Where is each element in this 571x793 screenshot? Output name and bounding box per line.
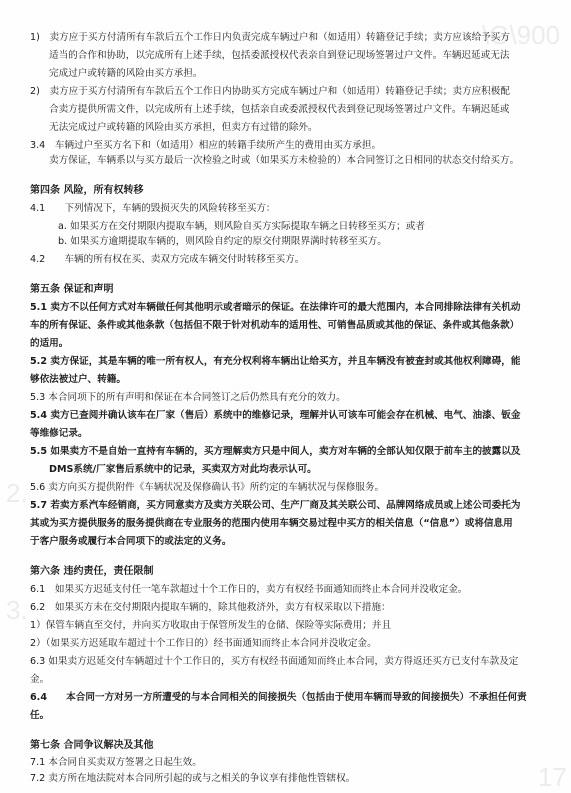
clause-3-3-1-line2: 适当的合作和协助，以完成所有上述手续，包括委派授权代表亲自到登记现场签署过户文件。车辆迟延或无法	[49, 50, 510, 61]
watermark-top-right: \G\900	[482, 20, 561, 50]
clause-3-3-2-line3: 无法完成过户或转籍的风险由买方承担，但卖方有过错的除外。	[49, 122, 318, 133]
clause-5-5-line1: 5.5 如果卖方不是自始一直持有车辆的，买方理解卖方只是中间人，卖方对车辆的全部认知仅限于前车主的披露以及	[30, 446, 521, 457]
clause-4-1-b: b. 如果买方逾期提取车辆的，则风险自约定的原交付期限界满时转移至买方。	[58, 236, 387, 247]
clause-6-2-item2: 2）（如果买方迟延取车超过十个工作日的）经书面通知而终止本合同并没收定金。	[30, 638, 377, 649]
clause-5-1-line3: 的适用。	[30, 338, 69, 349]
seller-guarantee: 卖方保证，车辆系以与买方最后一次检验之时或（如果买方未检验的）本合同签订之日相同的状态交付给买方。	[49, 155, 520, 166]
clause-7-1: 7.1 本合同自买卖双方签署之日起生效。	[30, 757, 202, 768]
clause-5-2-line2: 够依法被过户、转籍。	[30, 374, 126, 385]
clause-5-1-line2: 车的所有保证、条件或其他条款（包括但不限于针对机动车的适用性、可销售品质或其他的保证、条件或其他条款）	[30, 320, 520, 331]
clause-3-4: 3.4 车辆过户至买方名下和（如适用）相应的转籍手续所产生的费用由买方承担。	[30, 140, 382, 151]
clause-5-4-line2: 等维修记录。	[30, 428, 88, 439]
clause-5-1-line1: 5.1 卖方不以任何方式对车辆做任何其他明示或者暗示的保证。在法律许可的最大范围内，本合同排除法律有关机动	[30, 302, 521, 313]
clause-3-3-1-line1: 1) 卖方应于买方付清所有车款后五个工作日内负责完成车辆过户和（如适用）转籍登记手续；卖方应该给予买方	[30, 32, 510, 43]
clause-6-4-line1: 6.4 本合同一方对另一方所遭受的与本合同相关的间接损失（包括由于使用车辆而导致的间接损失）不承担任何责	[30, 692, 527, 703]
clause-5-7-line1: 5.7 若卖方系汽车经销商，买方同意卖方及卖方关联公司、生产厂商及其关联公司、品牌网络成员或上述公司委托为	[30, 500, 521, 511]
clause-3-3-2-line2: 合卖方提供所需文件，以完成所有上述手续，包括亲自或委派授权代表到登记现场签署过户文件。车辆迟延或	[49, 104, 510, 115]
watermark-bottom-right: 17	[538, 762, 567, 792]
clause-5-2-line1: 5.2 卖方保证，其是车辆的唯一所有权人，有充分权利将车辆出让给买方，并且车辆没有被查封或其他权利障碍，能	[30, 356, 521, 367]
clause-4-2: 4.2 车辆的所有权在买、卖双方完成车辆交付时转移至买方。	[30, 254, 305, 265]
clause-6-3-line2: 金。	[30, 674, 50, 685]
clause-5-4-line1: 5.4 卖方已查阅并确认该车在厂家（售后）系统中的维修记录，理解并认可该车可能会存在机械、电气、油漆、钣金	[30, 410, 521, 421]
clause-6-3-line1: 6.3 如果卖方迟延交付车辆超过十个工作日的，买方有权经书面通知而终止本合同，卖方得返还买方已支付车款及定	[30, 656, 519, 667]
clause-5-5-line2: DMS系统/厂家售后系统中的记录，买卖双方对此均表示认可。	[49, 464, 317, 475]
article-6-heading: 第六条 违约责任，责任限制	[30, 566, 154, 577]
clause-4-1-a: a. 如果买方在交付期限内提取车辆，则风险自买方实际提取车辆之日转移至买方；或者	[58, 221, 425, 232]
clause-6-2: 6.2 如果买方未在交付期限内提取车辆的，除其他救济外，卖方有权采取以下措施：	[30, 602, 391, 613]
clause-3-3-2-line1: 2) 卖方应于买方付清所有车款后五个工作日内协助买方完成车辆过户和（如适用）转籍登记手续；卖方应积极配	[30, 86, 510, 97]
watermark-left-lower: 3.	[6, 595, 28, 625]
clause-6-4-line2: 任。	[30, 710, 50, 721]
clause-3-3-1-line3: 完成过户或转籍的风险由买方承担。	[49, 68, 203, 79]
clause-4-1: 4.1 下列情况下，车辆的毁损灭失的风险转移至买方：	[30, 203, 276, 214]
article-4-heading: 第四条 风险，所有权转移	[30, 185, 144, 196]
clause-5-7-line3: 于客户服务或履行本合同项下的或法定的义务。	[30, 536, 232, 547]
clause-6-2-item1: 1）保管车辆直至交付，并向买方收取由于保管所发生的仓储、保险等实际费用；并且	[30, 620, 392, 631]
article-5-heading: 第五条 保证和声明	[30, 284, 114, 295]
clause-7-2: 7.2 卖方所在地法院对本合同所引起的或与之相关的争议享有排他性管辖权。	[30, 773, 356, 784]
watermark-left-mid: 2.	[6, 478, 28, 508]
article-7-heading: 第七条 合同争议解决及其他	[30, 740, 154, 751]
clause-5-7-line2: 其或为买方提供服务的服务提供商在专业服务的范围内使用车辆交易过程中买方的相关信息（“信息”）或将信息用	[30, 518, 513, 529]
clause-5-3: 5.3 本合同项下的所有声明和保证在本合同签订之后仍然具有充分的效力。	[30, 392, 346, 403]
clause-5-6: 5.6 卖方向买方提供附件《车辆状况及保修确认书》所约定的车辆状况与保修服务。	[30, 482, 385, 493]
clause-6-1: 6.1 如果买方迟延支付任一笔车款超过十个工作日的，卖方有权经书面通知而终止本合同并没收定金。	[30, 584, 468, 595]
